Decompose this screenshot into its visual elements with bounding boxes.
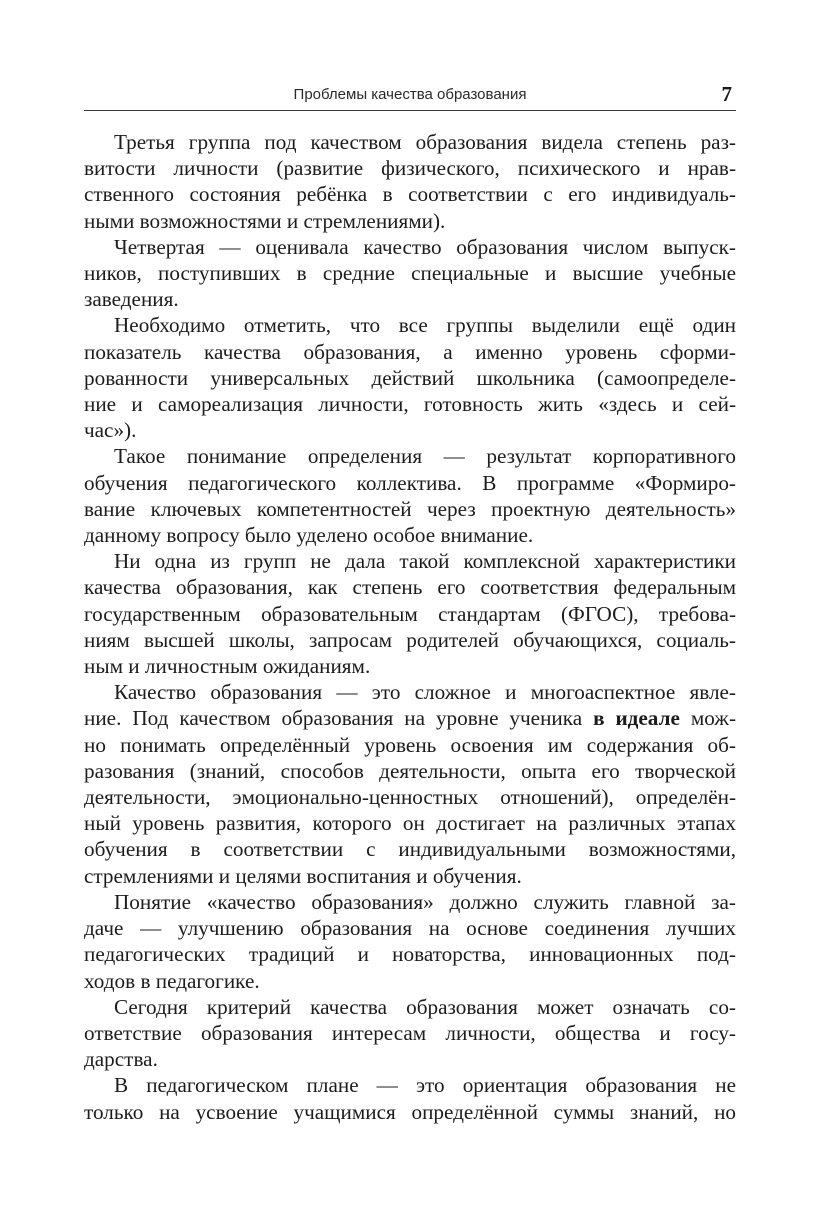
text-segment: ние. Под качеством образования на уровне ученика [84, 706, 594, 731]
text-line: показатель качества образования, а именно уровень сформи- [84, 339, 736, 364]
text-line: ние и самореализация личности, готовность жить «здесь и сей- [84, 392, 736, 417]
text-line: В педагогическом плане — это ориентация образования не [114, 1073, 736, 1098]
text-line: ответствие образования интересам личности, общества и госу- [84, 1020, 736, 1045]
text-line: деятельности, эмоционально-ценностных отношений), определён- [84, 785, 736, 810]
text-line: данному вопросу было уделено особое внимание. [84, 523, 534, 548]
text-line: Качество образования — это сложное и многоаспектное явле- [114, 680, 736, 705]
text-line: Необходимо отметить, что все группы выделили ещё один [114, 313, 736, 338]
text-line: Понятие «качество образования» должно служить главной за- [114, 889, 736, 914]
text-line: стремлениями и целями воспитания и обучения. [84, 863, 522, 888]
text-line: рованности универсальных действий школьника (самоопределе- [84, 365, 736, 390]
text-line: ным и личностным ожиданиям. [84, 654, 371, 679]
text-line: Четвертая — оценивала качество образования числом выпуск- [114, 234, 736, 259]
text-line-with-emphasis [84, 705, 736, 731]
text-line: заведения. [84, 287, 179, 312]
paragraph-5 [84, 548, 736, 679]
text-line: ный уровень развития, которого он достигает на различных этапах [84, 811, 736, 836]
text-line: но понимать определённый уровень освоения им содержания об- [84, 732, 736, 757]
text-line: разования (знаний, способов деятельности, опыта его творческой [84, 758, 736, 783]
text-line: вание ключевых компетентностей через проектную деятельность» [84, 496, 736, 521]
text-line: даче — улучшению образования на основе соединения лучших [84, 916, 736, 941]
text-line: час»). [84, 418, 137, 443]
paragraph-7 [84, 889, 736, 994]
paragraph-2 [84, 234, 736, 313]
text-line: обучения в соответствии с индивидуальными возможностями, [84, 837, 736, 862]
paragraph-8 [84, 994, 736, 1073]
paragraph-6 [84, 679, 736, 889]
text-line: только на усвоение учащимися определённой суммы знаний, но [84, 1099, 736, 1124]
text-line: ниям высшей школы, запросам родителей обучающихся, социаль- [84, 627, 736, 652]
paragraph-3 [84, 312, 736, 443]
text-line: витости личности (развитие физического, психического и нрав- [84, 156, 736, 181]
text-line: ходов в педагогике. [84, 968, 260, 993]
paragraph-1 [84, 129, 736, 234]
text-line: Третья группа под качеством образования видела степень раз- [114, 130, 736, 154]
text-line: Сегодня критерий качества образования может означать со- [114, 994, 736, 1019]
running-header [84, 84, 736, 111]
body-text [84, 129, 736, 1125]
paragraph-4 [84, 443, 736, 548]
running-title: Проблемы качества образования [293, 86, 527, 103]
text-line: качества образования, как степень его соответствия федеральным [84, 575, 736, 600]
text-line: обучения педагогического коллектива. В программе «Формиро- [84, 470, 736, 495]
text-line: педагогических традиций и новаторства, инновационных под- [84, 942, 736, 967]
paragraph-9 [84, 1072, 736, 1124]
text-line: ников, поступивших в средние специальные и высшие учебные [84, 261, 736, 286]
text-segment: мож- [679, 706, 736, 731]
text-line: ственного состояния ребёнка в соответствии с его индивидуаль- [84, 182, 736, 207]
text-line: дарства. [84, 1047, 158, 1072]
text-line: ными возможностями и стремлениями). [84, 208, 446, 233]
text-line: Такое понимание определения — результат корпоративного [114, 444, 736, 469]
text-line: Ни одна из групп не дала такой комплексной характеристики [114, 549, 736, 574]
emphasis-in-ideal: в идеале [593, 706, 680, 731]
page-number: 7 [721, 82, 732, 106]
text-line: государственным образовательным стандартам (ФГОС), требова- [84, 601, 736, 626]
